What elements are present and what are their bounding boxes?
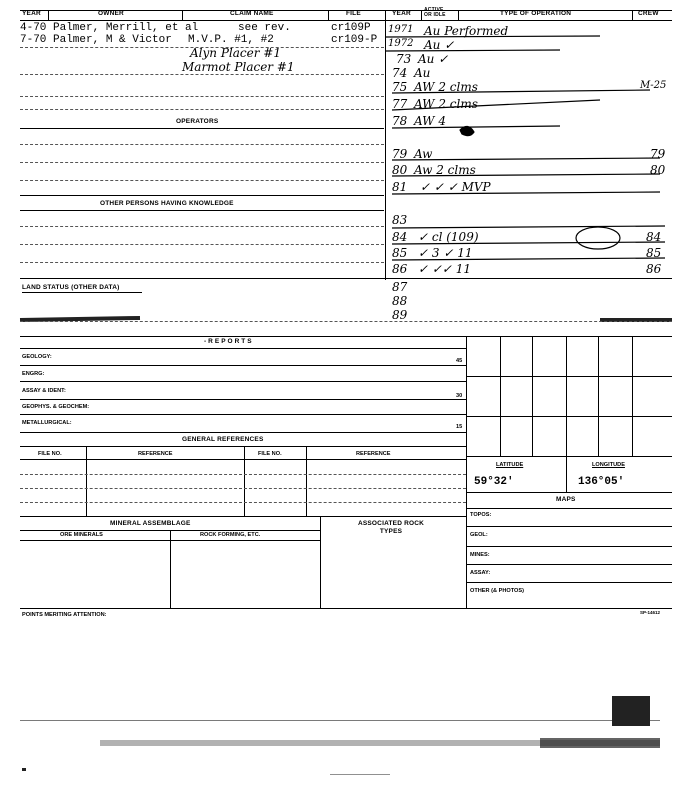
log-year: 89	[392, 308, 408, 322]
maps-heading: MAPS	[556, 496, 576, 503]
report-num: 15	[456, 424, 463, 430]
owner-row-2: 7-70 Palmer, M & Victor	[20, 34, 172, 46]
references-divider	[86, 446, 87, 516]
header-crew: CREW	[638, 10, 659, 17]
mineral-subdivider	[170, 530, 171, 608]
maps-row-topos: TOPOS:	[470, 512, 492, 518]
grid-line	[466, 456, 672, 457]
references-divider	[306, 446, 307, 516]
maps-rule	[466, 526, 672, 527]
maps-rule	[466, 508, 672, 509]
latitude-value: 59°32'	[474, 476, 514, 488]
scan-artifact-line	[20, 720, 660, 721]
log-entry: Aw 2 clms	[414, 163, 476, 177]
log-year: 1972	[388, 38, 414, 49]
report-label-geology: GEOLOGY:	[22, 354, 52, 360]
reports-heading: -REPORTS	[204, 338, 254, 345]
maps-row-assay: ASSAY:	[470, 570, 491, 576]
header-active-idle: ACTIVE OR IDLE	[424, 7, 446, 18]
reports-top-rule	[20, 336, 672, 337]
log-year: 87	[392, 280, 408, 294]
header-year: YEAR	[22, 10, 41, 17]
grid-line	[632, 336, 633, 456]
header-type-of-operation: TYPE OF OPERATION	[500, 10, 572, 17]
log-crew: 84	[646, 230, 662, 244]
grid-line	[466, 376, 672, 377]
mineral-bottom-rule	[20, 608, 672, 609]
location-divider	[566, 456, 567, 492]
log-year: 85	[392, 246, 408, 260]
ore-minerals-label: ORE MINERALS	[60, 532, 103, 538]
row-rule	[20, 502, 466, 503]
log-crew: 79	[650, 147, 666, 161]
maps-rule	[466, 564, 672, 565]
grid-line	[532, 336, 533, 456]
owner-row-2-claim: M.V.P. #1, #2	[188, 34, 274, 46]
handwritten-claim-2: Marmot Placer #1	[182, 60, 295, 74]
log-entry: Au	[414, 66, 431, 80]
log-year: 77	[392, 97, 408, 111]
mineral-divider	[320, 516, 321, 608]
row-rule	[20, 321, 672, 322]
log-entry: AW 4	[414, 114, 446, 128]
land-status-underline	[22, 292, 142, 293]
log-year: 75	[392, 80, 408, 94]
log-entry: ✓ ✓✓ 11	[418, 262, 472, 276]
log-crew: 85	[646, 246, 662, 260]
log-year: 1971	[388, 24, 414, 35]
log-entry: Au ✓	[424, 38, 455, 52]
location-rule	[466, 492, 672, 493]
log-crew: 86	[646, 262, 662, 276]
header-owner: OWNER	[98, 10, 124, 17]
owner-row-2-file: cr109-P	[331, 34, 378, 46]
scan-artifact-dot	[22, 768, 26, 771]
log-crew: M-25	[640, 80, 667, 91]
maps-row-mines: MINES:	[470, 552, 490, 558]
report-row-rule	[20, 414, 466, 415]
log-year: 86	[392, 262, 408, 276]
scan-artifact-block	[540, 738, 660, 748]
maps-rule	[466, 582, 672, 583]
associated-rock-types-heading: ASSOCIATED ROCK TYPES	[357, 520, 425, 535]
longitude-label: LONGITUDE	[592, 462, 625, 468]
header-claim-name: CLAIM NAME	[230, 10, 274, 17]
ref-header-reference-2: REFERENCE	[356, 451, 391, 457]
references-bottom-rule	[20, 516, 466, 517]
handwritten-claim-1: Alyn Placer #1	[190, 46, 281, 60]
log-entry: ✓ 3 ✓ 11	[418, 246, 473, 260]
owner-row-1-file: cr109P	[331, 22, 371, 34]
log-entry: ✓ ✓ ✓ MVP	[420, 180, 491, 194]
log-year: 74	[392, 66, 408, 80]
grid-line	[598, 336, 599, 456]
report-num: 30	[456, 393, 463, 399]
scan-artifact-line	[330, 774, 390, 775]
form-number: SP-14612	[640, 610, 661, 615]
report-row-rule	[20, 432, 466, 433]
report-row-rule	[20, 365, 466, 366]
longitude-value: 136°05'	[578, 476, 625, 488]
report-row-rule	[20, 381, 466, 382]
maps-row-geol: GEOL:	[470, 532, 488, 538]
grid-line	[466, 416, 672, 417]
maps-rule	[466, 546, 672, 547]
header-year-2: YEAR	[392, 10, 411, 17]
log-entry: Aw	[414, 147, 433, 161]
log-year: 81	[392, 180, 408, 194]
report-label-engrg: ENGRG:	[22, 371, 45, 377]
log-entry: AW 2 clms	[414, 97, 478, 111]
ref-header-file-no: FILE NO.	[38, 451, 62, 457]
reports-header-rule	[20, 348, 466, 349]
row-rule	[20, 488, 466, 489]
references-divider	[244, 446, 245, 516]
log-year: 83	[392, 213, 408, 227]
report-label-assay: ASSAY & IDENT:	[22, 388, 66, 394]
mineral-assemblage-heading: MINERAL ASSEMBLAGE	[110, 520, 191, 527]
row-rule	[20, 474, 466, 475]
owner-row-1-claim: see rev.	[238, 22, 291, 34]
operators-heading: OPERATORS	[176, 118, 219, 125]
ref-header-reference: REFERENCE	[138, 451, 173, 457]
owner-row-1: 4-70 Palmer, Merrill, et al	[20, 22, 199, 34]
log-entry: Au Performed	[424, 24, 509, 38]
general-references-heading: GENERAL REFERENCES	[182, 436, 264, 443]
log-year: 73	[396, 52, 412, 66]
grid-line	[566, 336, 567, 456]
other-persons-heading: OTHER PERSONS HAVING KNOWLEDGE	[100, 200, 234, 207]
report-num: 45	[456, 358, 463, 364]
report-label-geophys: GEOPHYS. & GEOCHEM:	[22, 404, 90, 410]
report-row-rule	[20, 399, 466, 400]
log-crew: 80	[650, 163, 666, 177]
maps-row-other: OTHER (& PHOTOS)	[470, 588, 524, 594]
log-entry: ✓ cl (109)	[418, 230, 479, 244]
rock-forming-label: ROCK FORMING, ETC.	[200, 532, 261, 538]
log-year: 78	[392, 114, 408, 128]
log-year: 84	[392, 230, 408, 244]
latitude-label: LATITUDE	[496, 462, 524, 468]
log-entry: Au ✓	[418, 52, 449, 66]
points-meriting-attention: POINTS MERITING ATTENTION:	[22, 612, 107, 618]
log-year: 88	[392, 294, 408, 308]
scan-artifact-block	[612, 696, 650, 726]
log-year: 80	[392, 163, 408, 177]
log-year: 79	[392, 147, 408, 161]
grid-line	[500, 336, 501, 456]
report-label-metallurgical: METALLURGICAL:	[22, 420, 72, 426]
land-status-heading: LAND STATUS (OTHER DATA)	[22, 284, 120, 291]
header-file: FILE	[346, 10, 361, 17]
log-entry: AW 2 clms	[414, 80, 478, 94]
ref-header-file-no-2: FILE NO.	[258, 451, 282, 457]
